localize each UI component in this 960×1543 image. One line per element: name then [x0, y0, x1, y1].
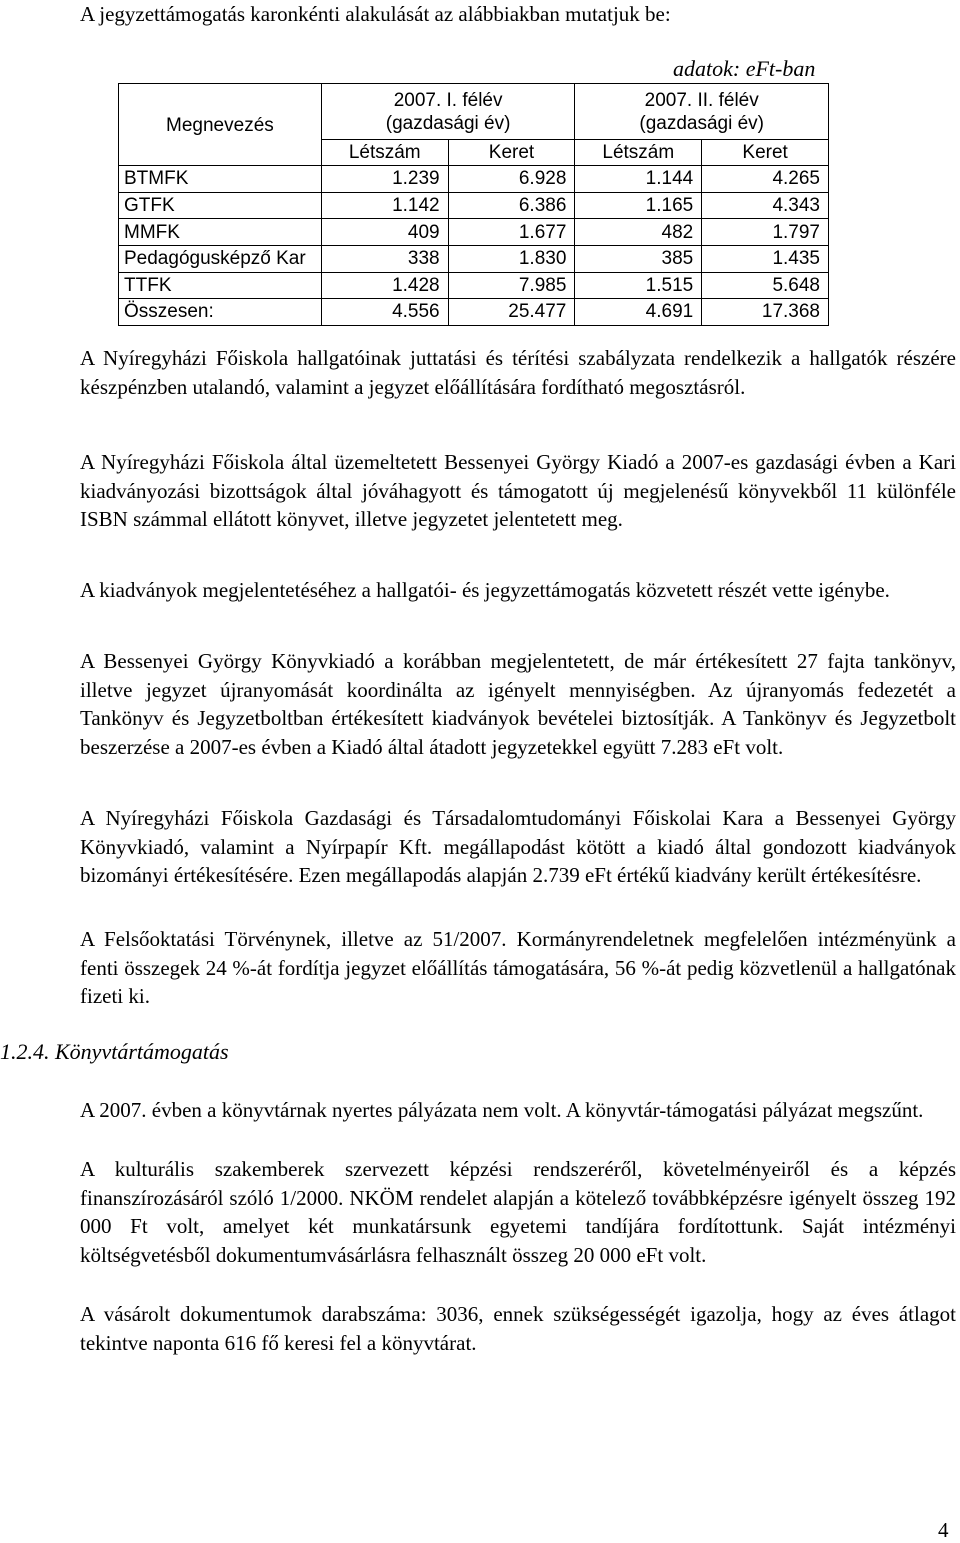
- cell-letszam-1: 1.239: [321, 166, 448, 193]
- section-paragraph-3: A vásárolt dokumentumok darabszáma: 3036, ennek szükségességét igazolja, hogy az éves átlagot tekintve naponta 616 fő keresi fel a könyvtárat.: [80, 1302, 956, 1355]
- paragraph-2: A Nyíregyházi Főiskola által üzemeltetett Bessenyei György Kiadó a 2007-es gazdasági évben a Kari kiadványozási bizottságok által jóváhagyott és támogatott új megjelenésű könyvekből 11 különféle ISBN számmal ellátott könyvet, illetve jegyzetet jelentetett meg.: [80, 450, 956, 531]
- intro-sentence: A jegyzettámogatás karonkénti alakulását az alábbiakban mutatjuk be:: [80, 2, 671, 26]
- header-period-1: [321, 84, 575, 140]
- paragraph-4: A Bessenyei György Könyvkiadó a korábban megjelentetett, de már értékesített 27 fajta tankönyv, illetve jegyzet újranyomását koordinálta az igényelt mennyiségben. Az újranyomás fedezetét a Tankönyv és Jegyzetboltban értékesített kiadványok bevételei biztosítják. A Tankönyv és Jegyzetbolt beszerzése a 2007-es évben a Kiadó által átadott jegyzetekkel együtt 7.283 eFt volt.: [80, 649, 956, 759]
- cell-keret-1: 1.677: [448, 219, 575, 246]
- cell-letszam-1: 1.142: [321, 192, 448, 219]
- row-name: BTMFK: [119, 166, 322, 193]
- table-header-row: [119, 84, 829, 140]
- table-row: [119, 272, 829, 299]
- cell-keret-2: 1.435: [702, 245, 829, 272]
- paragraph-1: A Nyíregyházi Főiskola hallgatóinak juttatási és térítési szabályzata rendelkezik a hallgatók részére készpénzben utalandó, valamint a jegyzet előállítására fordítható megosztásról.: [80, 346, 956, 399]
- cell-letszam-2: 4.691: [575, 299, 702, 326]
- cell-keret-2: 4.343: [702, 192, 829, 219]
- cell-letszam-2: 1.165: [575, 192, 702, 219]
- row-name: TTFK: [119, 272, 322, 299]
- row-name: Összesen:: [119, 299, 322, 326]
- cell-letszam-1: 1.428: [321, 272, 448, 299]
- header-letszam-2: Létszám: [575, 140, 702, 166]
- header-period-2: [575, 84, 829, 140]
- page-number: 4: [938, 1518, 949, 1542]
- cell-keret-2: 1.797: [702, 219, 829, 246]
- cell-keret-1: 6.928: [448, 166, 575, 193]
- unit-note: adatok: eFt-ban: [673, 56, 816, 81]
- cell-keret-1: 7.985: [448, 272, 575, 299]
- cell-keret-1: 25.477: [448, 299, 575, 326]
- cell-keret-1: 1.830: [448, 245, 575, 272]
- table-row: [119, 245, 829, 272]
- paragraph-6: A Felsőoktatási Törvénynek, illetve az 51/2007. Kormányrendeletnek megfelelően intézményünk a fenti összegek 24 %-át fordítja jegyzet előállítás támogatására, 56 %-át pedig közvetlenül a hallgatónak fizeti ki.: [80, 927, 956, 1008]
- paragraph-3: A kiadványok megjelentetéséhez a hallgatói- és jegyzettámogatás közvetett részét vette igénybe.: [80, 578, 890, 602]
- header-keret-1: Keret: [448, 140, 575, 166]
- cell-letszam-2: 1.144: [575, 166, 702, 193]
- row-name: GTFK: [119, 192, 322, 219]
- period-2-line-2: (gazdasági év): [639, 113, 764, 134]
- table-row: [119, 166, 829, 193]
- period-1-line-1: 2007. I. félév: [393, 89, 503, 111]
- section-heading: 1.2.4. Könyvtártámogatás: [0, 1039, 229, 1064]
- row-name: Pedagógusképző Kar: [119, 245, 322, 272]
- cell-letszam-1: 409: [321, 219, 448, 246]
- section-paragraph-2: A kulturális szakemberek szervezett képzési rendszeréről, követelményeiről és a képzés finanszírozásáról szóló 1/2000. NKÖM rendelet alapján a kötelező továbbképzésre igényelt összeg 192 000 Ft volt, amelyet két munkatársunk egyetemi tandíjára fordítottunk. Saját intézményi költségvetésből dokumentumvásárlásra felhasznált összeg 20 000 eFt volt.: [80, 1157, 956, 1267]
- cell-letszam-1: 4.556: [321, 299, 448, 326]
- cell-letszam-2: 1.515: [575, 272, 702, 299]
- section-paragraph-1: A 2007. évben a könyvtárnak nyertes pályázata nem volt. A könyvtár-támogatási pályázat megszűnt.: [80, 1098, 924, 1122]
- cell-keret-2: 5.648: [702, 272, 829, 299]
- period-2-line-1: 2007. II. félév: [644, 89, 759, 111]
- header-name: Megnevezés: [119, 84, 322, 166]
- header-letszam-1: Létszám: [321, 140, 448, 166]
- funding-table: [118, 83, 829, 326]
- table-total-row: [119, 299, 829, 326]
- cell-letszam-2: 482: [575, 219, 702, 246]
- cell-letszam-1: 338: [321, 245, 448, 272]
- paragraph-5: A Nyíregyházi Főiskola Gazdasági és Társadalomtudományi Főiskolai Kara a Bessenyei György Könyvkiadó, valamint a Nyírpapír Kft. megállapodást kötött a kiadó által gondozott kiadványok bizományi értékesítésére. Ezen megállapodás alapján 2.739 eFt értékű kiadvány került értékesítésre.: [80, 806, 956, 887]
- cell-keret-1: 6.386: [448, 192, 575, 219]
- period-1-line-2: (gazdasági év): [385, 113, 511, 134]
- header-keret-2: Keret: [702, 140, 829, 166]
- row-name: MMFK: [119, 219, 322, 246]
- table-row: [119, 192, 829, 219]
- cell-keret-2: 17.368: [702, 299, 829, 326]
- cell-letszam-2: 385: [575, 245, 702, 272]
- cell-keret-2: 4.265: [702, 166, 829, 193]
- table-row: [119, 219, 829, 246]
